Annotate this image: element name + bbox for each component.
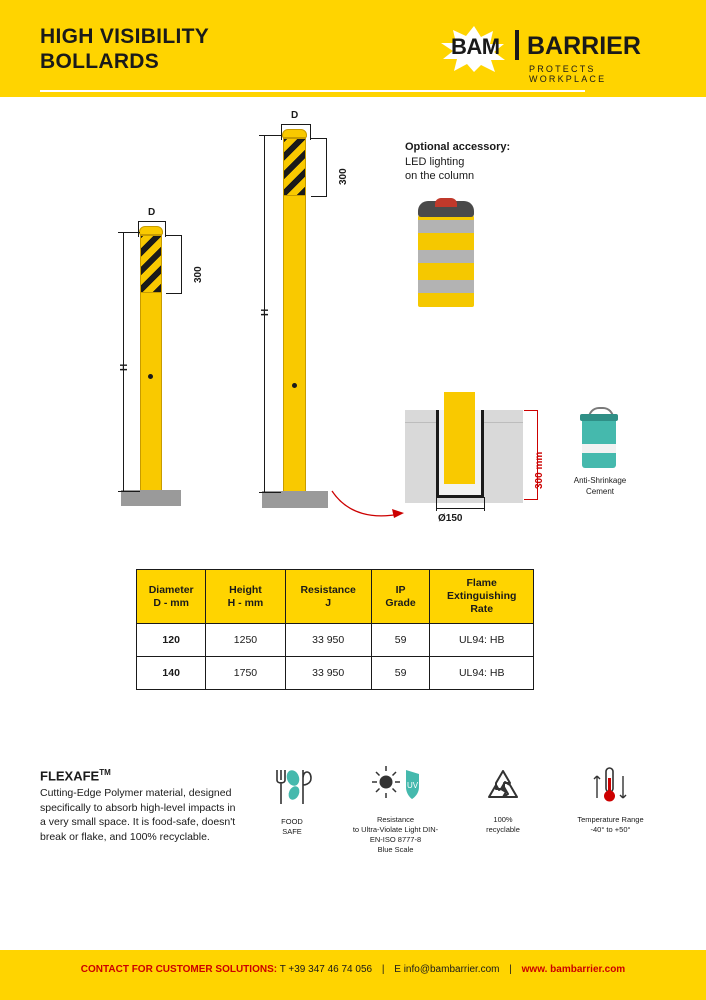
footer-phone[interactable]: T +39 347 46 74 056 [279,964,373,975]
tall-bollard-base-plate [262,491,328,508]
logo-barrier-text: BARRIER [527,32,641,60]
cement-caption-line2: Cement [585,487,614,496]
specification-table [136,569,534,690]
table-header-resistance [285,570,371,624]
temperature-range-icon [589,764,633,806]
header-flame-line2: Extinguishing [446,590,517,602]
small-stripe-tick-bottom [166,293,182,294]
foundation-depth-tick-top [524,410,538,411]
footer-separator-2: | [509,964,512,975]
small-bollard-bolt-dot [148,374,153,379]
tall-bollard-bolt-dot [292,383,297,388]
temp-caption-line1: Temperature Range [577,815,644,824]
cell-resistance: 33 950 [285,657,371,690]
temp-caption-line2: -40° to +50° [590,825,631,834]
header-resistance-line2: J [325,596,332,609]
tall-h-tick-bottom [259,492,281,493]
tall-h-tick-top [259,135,281,136]
page-footer [0,950,706,1000]
led-band-3 [418,280,474,293]
feature-temperature-range [558,764,663,835]
footer-contact-line [0,964,706,975]
cell-flame-rate: UL94: HB [430,657,534,690]
flexafe-heading-text: FLEXAFE [40,768,100,784]
cement-bucket-icon [582,410,616,468]
uv-resistance-caption [338,815,453,855]
header-height-line1: Height [229,583,262,596]
cement-body [582,418,616,468]
accessory-line3: on the column [405,170,475,182]
tall-stripe-tick-bottom [311,196,327,197]
led-lamp-icon [435,198,457,207]
led-column-body [418,212,474,307]
foundation-depth-tick-bottom [524,499,538,500]
small-bollard-hazard-stripes [140,235,162,293]
callout-arrow-icon [330,489,410,524]
footer-email[interactable]: E info@bambarrier.com [394,964,500,975]
uv-caption-line2: to Ultra-Violate Light DIN- [352,825,439,834]
recyclable-caption-line1: 100% [493,815,513,824]
small-h-tick-top [118,232,140,233]
page-title-line1: HIGH VISIBILITY [40,25,210,48]
cement-label-band [582,444,616,453]
small-bollard-cap [139,226,163,235]
footer-separator-1: | [381,964,385,975]
header-flame-line3: Rate [470,603,494,615]
recyclable-caption [472,815,534,835]
tall-bollard-cap [282,129,307,138]
foundation-dia-tick-left [436,497,437,511]
feature-recyclable [472,766,534,835]
page-title-line2: BOLLARDS [40,50,160,73]
logo-bam-text: BAM [451,34,500,59]
foundation-depth-label: 300 mm [534,451,545,489]
tall-d-label: D [291,110,299,121]
svg-text:UV: UV [406,781,418,790]
header-height-line2: H - mm [227,596,264,609]
small-stripe-tick-top [166,235,182,236]
tall-stripe-dim-line [326,138,327,196]
small-d-label: D [148,207,156,218]
small-stripe-label: 300 [193,266,204,283]
cell-diameter: 140 [137,657,206,690]
header-ip-line2: Grade [385,596,416,609]
cell-height: 1750 [206,657,285,690]
accessory-line2: LED lighting [405,156,465,168]
uv-resistance-icon [366,764,426,806]
foundation-diameter-label: Ø150 [438,513,463,524]
drawings-area [0,97,706,547]
footer-contact-label: CONTACT FOR CUSTOMER SOLUTIONS: [80,964,278,975]
cement-caption-line1: Anti-Shrinkage [573,476,627,485]
small-d-dim-line [138,221,166,222]
food-safe-icon [269,766,315,808]
foundation-dia-tick-right [484,497,485,511]
food-safe-caption-line1: FOOD [281,817,303,826]
cell-ip-grade: 59 [371,657,430,690]
cell-diameter: 120 [137,624,206,657]
cement-caption [555,475,645,497]
tall-bollard-hazard-stripes [283,138,306,196]
header-resistance-line1: Resistance [300,583,356,596]
temperature-range-caption [558,815,663,835]
recyclable-caption-line2: recyclable [486,825,520,834]
small-h-label: H [119,363,130,371]
tall-stripe-tick-top [311,138,327,139]
table-header-diameter [137,570,206,624]
header-ip-line1: IP [395,583,406,596]
food-safe-caption-line2: SAFE [282,827,302,836]
uv-caption-line4: Blue Scale [377,845,414,854]
small-h-dim-line [123,232,124,492]
led-band-2 [418,250,474,263]
table-header-ip-grade [371,570,430,624]
led-band-1 [418,220,474,233]
feature-food-safe [262,766,322,837]
page-title [40,24,209,74]
table-header-height [206,570,285,624]
footer-website[interactable]: www. bambarrier.com [521,964,626,975]
feature-uv-resistance [338,764,453,855]
tall-stripe-label: 300 [338,168,349,185]
flexafe-heading [40,768,111,783]
logo-tagline: PROTECTS WORKPLACE [529,64,607,84]
table-row [137,624,534,657]
flexafe-description: Cutting-Edge Polymer material, designed specifically to absorb high-level impacts in a very small space. It is food-safe, doesn't break or flake, and 100% recyclable. [40,787,236,843]
cell-flame-rate: UL94: HB [430,624,534,657]
foundation-post [444,392,475,484]
small-bollard-base-plate [121,490,181,506]
small-stripe-dim-line [181,235,182,293]
tall-h-label: H [260,308,271,316]
brand-logo [441,26,671,82]
header-diameter-line1: Diameter [148,583,194,596]
uv-caption-line3: EN-ISO 8777-8 [369,835,422,844]
uv-caption-line1: Resistance [376,815,415,824]
header-flame-line1: Flame [466,577,497,589]
recyclable-icon [481,766,525,806]
food-safe-caption [262,817,322,837]
accessory-title: Optional accessory: [405,141,511,153]
flexafe-trademark: TM [99,768,111,777]
logo-divider [515,30,519,60]
header-diameter-line2: D - mm [153,596,189,609]
cell-height: 1250 [206,624,285,657]
cell-resistance: 33 950 [285,624,371,657]
foundation-diameter-dim-line [436,508,484,509]
header-divider [40,90,585,92]
table-header-row [137,570,534,624]
tall-d-dim-line [281,124,311,125]
cell-ip-grade: 59 [371,624,430,657]
page-header [0,0,706,97]
table-header-flame-rate [430,570,534,624]
table-row [137,657,534,690]
cement-lid [580,414,618,421]
small-h-tick-bottom [118,491,140,492]
